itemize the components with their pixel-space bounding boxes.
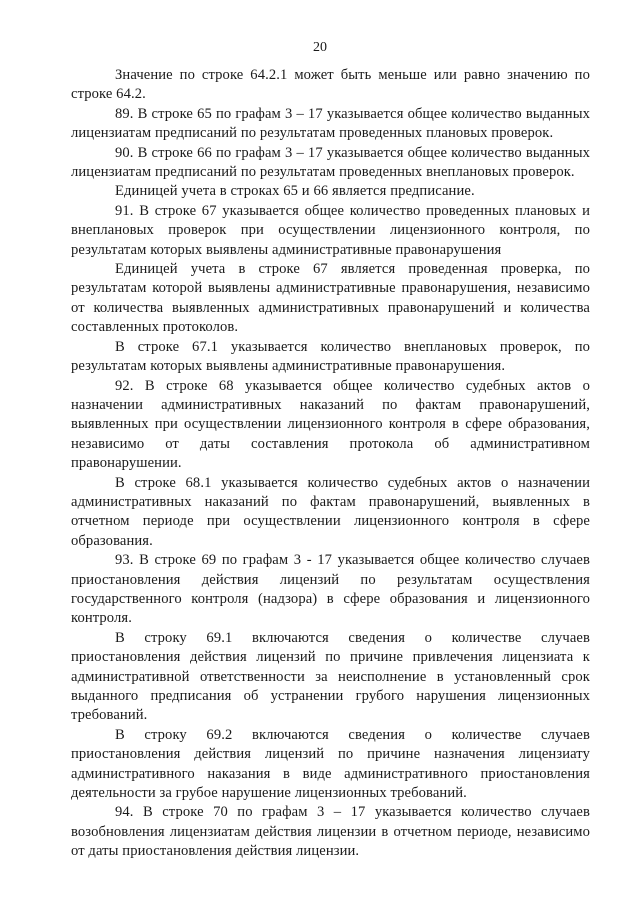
- paragraph: 91. В строке 67 указывается общее количество проведенных плановых и внеплановых проверок при осуществлении лицензионного контроля, по результатам которых выявлены административные правонарушения: [71, 202, 590, 258]
- paragraph: В строку 69.1 включаются сведения о количестве случаев приостановления действия лицензий по причине привлечения лицензиата к административной ответственности за неисполнение в установленный срок выданного предписания об устранении грубого нарушения лицензионных требований.: [71, 629, 590, 724]
- paragraph: 94. В строке 70 по графам 3 – 17 указывается количество случаев возобновления лицензиатам действия лицензии в отчетном периоде, независимо от даты приостановления действия лицензии.: [71, 804, 590, 860]
- paragraph: Значение по строке 64.2.1 может быть меньше или равно значению по строке 64.2.: [71, 67, 590, 103]
- document-body: [71, 66, 590, 862]
- paragraph: Единицей учета в строке 67 является проведенная проверка, по результатам которой выявлены административные правонарушения, независимо от количества выявленных административных правонарушений и количества составленных протоколов.: [71, 261, 590, 336]
- page-number: 20: [313, 40, 327, 55]
- paragraph: 90. В строке 66 по графам 3 – 17 указывается общее количество выданных лицензиатам предписаний по результатам проведенных внеплановых проверок.: [71, 144, 590, 181]
- paragraph: В строке 68.1 указывается количество судебных актов о назначении административных наказаний по фактам правонарушений, выявленных в отчетном периоде при осуществлении лицензионного контроля в сфере образования.: [71, 474, 590, 549]
- paragraph: 93. В строке 69 по графам 3 - 17 указывается общее количество случаев приостановления действия лицензий по результатам осуществления государственного контроля (надзора) в сфере образования и лицензионного контроля.: [71, 552, 590, 627]
- paragraph: В строке 67.1 указывается количество внеплановых проверок, по результатам которых выявлены административные правонарушения.: [71, 338, 590, 375]
- paragraph: Единицей учета в строках 65 и 66 является предписание.: [115, 183, 475, 200]
- paragraph: 89. В строке 65 по графам 3 – 17 указывается общее количество выданных лицензиатам предписаний по результатам проведенных плановых проверок.: [71, 105, 590, 142]
- paragraph: В строку 69.2 включаются сведения о количестве случаев приостановления действия лицензий по причине назначения лицензиату административного наказания в виде административного приостановления деятельности за грубое нарушение лицензионных требований.: [71, 726, 590, 802]
- paragraph: 92. В строке 68 указывается общее количество судебных актов о назначении административных наказаний по фактам правонарушений, выявленных при осуществлении лицензионного контроля в сфере образования, независимо от даты составления протокола об административном правонарушении.: [71, 377, 590, 472]
